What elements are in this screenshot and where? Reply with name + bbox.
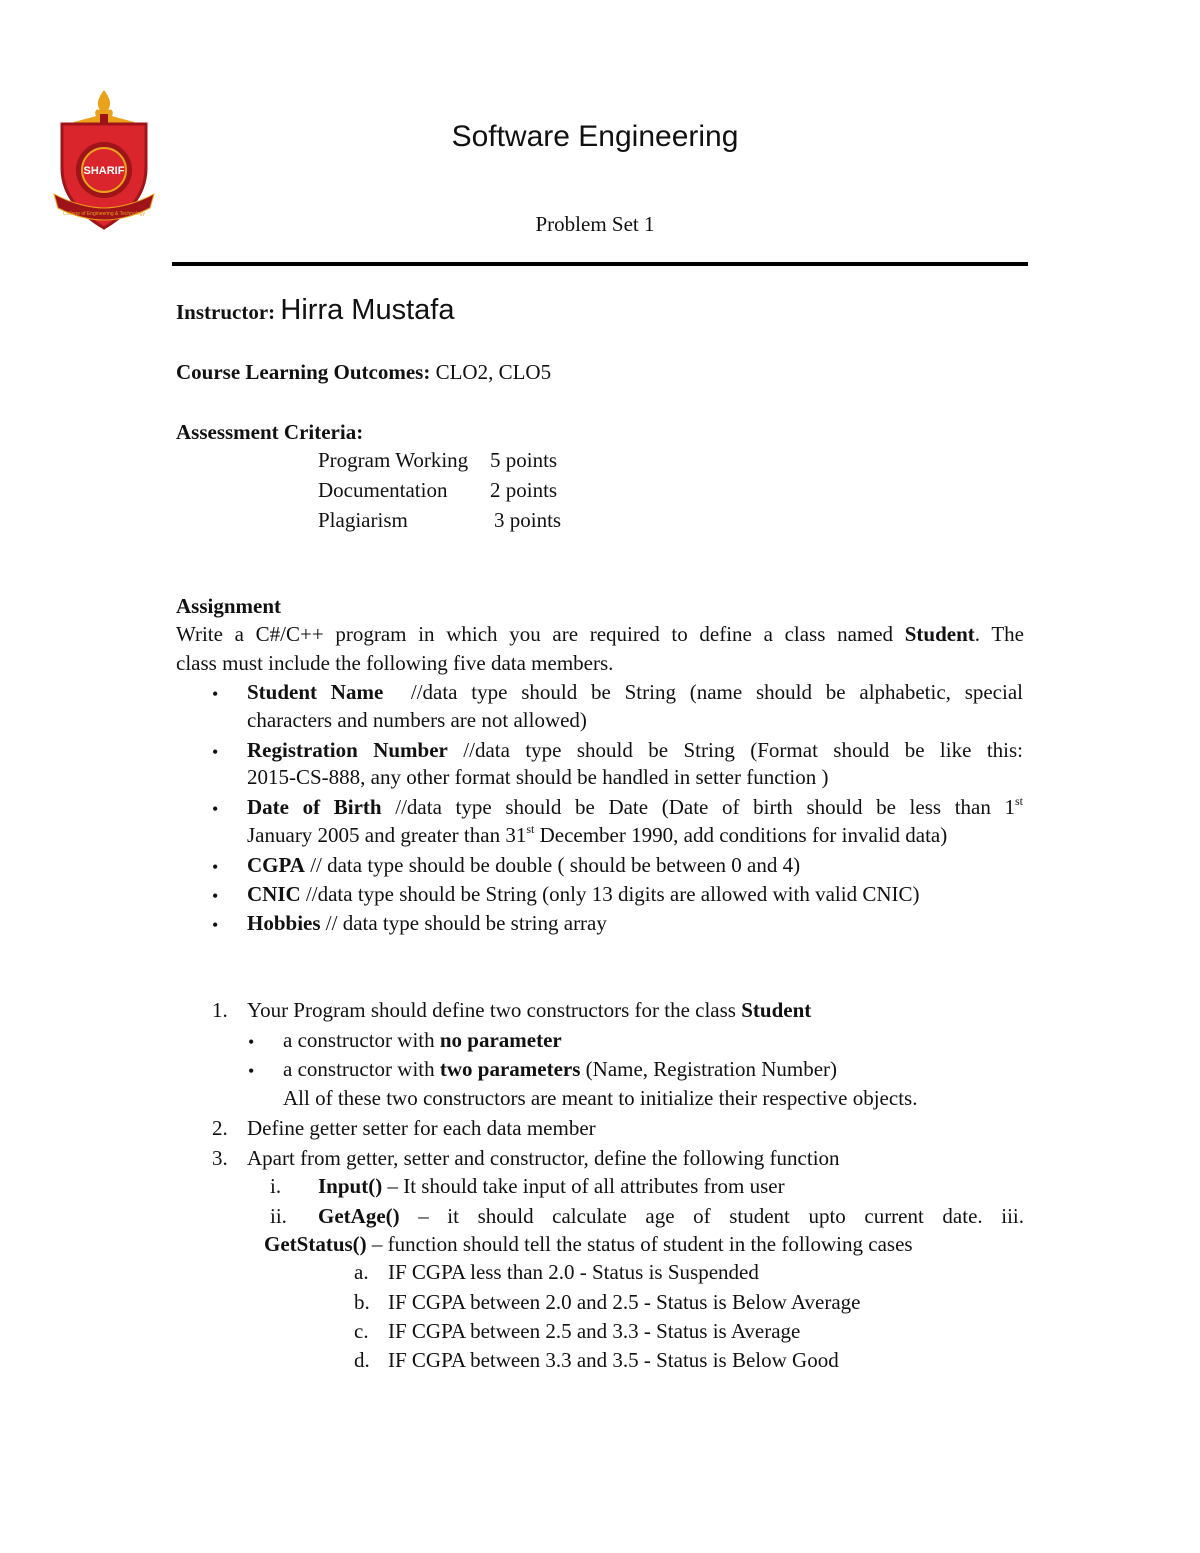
member-student-name (247, 678, 1023, 707)
assessment-label: Assessment Criteria: (176, 420, 364, 444)
bullet: • (212, 915, 219, 935)
criterion-points: 2 points (490, 478, 558, 502)
member-cgpa (247, 851, 800, 880)
member-desc: //data type should be String (name should be alphabetic, special (410, 680, 1023, 704)
clo-label: Course Learning Outcomes: (176, 360, 431, 384)
task-3: Apart from getter, setter and constructor, define the following function (247, 1146, 840, 1170)
status-case: IF CGPA between 2.5 and 3.3 - Status is Average (388, 1319, 801, 1343)
member-name: Hobbies (247, 911, 321, 935)
task-1 (247, 996, 811, 1025)
bullet: • (248, 1032, 255, 1052)
function-name: GetAge() (318, 1204, 400, 1228)
bullet: • (212, 742, 219, 762)
member-name: CNIC (247, 882, 301, 906)
function-input (318, 1172, 785, 1201)
status-case: IF CGPA less than 2.0 - Status is Suspended (388, 1260, 759, 1284)
college-logo (52, 88, 156, 232)
member-desc: //data type should be String (only 13 digits are allowed with valid CNIC) (305, 882, 920, 906)
task-text: a constructor with (283, 1028, 440, 1052)
function-desc: – function should tell the status of student in the following cases (366, 1232, 913, 1256)
clo-line (176, 358, 551, 387)
function-desc: – it should calculate age of student upto current date. iii. (399, 1204, 1024, 1228)
ordinal-suffix: st (1015, 794, 1024, 808)
function-name: GetStatus() (264, 1232, 367, 1256)
ordinal-suffix: st (526, 822, 535, 836)
member-name: Date of Birth (247, 795, 382, 819)
member-desc: January 2005 and greater than 31 (247, 823, 527, 847)
member-desc: //data type should be String (Format should be like this: (463, 738, 1023, 762)
document-subtitle: Problem Set 1 (535, 212, 655, 236)
member-name: Student Name (247, 680, 384, 704)
logo-text: SHARIF (83, 165, 125, 177)
task-number: 1. (212, 998, 228, 1022)
bullet: • (248, 1061, 255, 1081)
status-case: IF CGPA between 3.3 and 3.5 - Status is Below Good (388, 1348, 839, 1372)
header-rule (172, 262, 1028, 266)
bullet: • (212, 799, 219, 819)
member-desc: // data type should be double ( should be between 0 and 4) (310, 853, 801, 877)
assignment-intro-line-2: class must include the following five data members. (176, 651, 614, 675)
member-name: Registration Number (247, 738, 448, 762)
criterion-name: Program Working (318, 448, 469, 472)
class-name: Student (904, 622, 975, 646)
member-cnic (247, 880, 920, 909)
intro-text: Write a C#/C++ program in which you are required to define a class named (176, 622, 905, 646)
function-number: i. (270, 1174, 282, 1198)
function-name: Input() (318, 1174, 383, 1198)
member-hobbies (247, 909, 607, 938)
status-case: IF CGPA between 2.0 and 2.5 - Status is Below Average (388, 1290, 861, 1314)
member-desc: December 1990, add conditions for invalid data) (534, 823, 948, 847)
instructor-label: Instructor: (176, 300, 276, 324)
member-desc-cont: 2015-CS-888, any other format should be handled in setter function ) (247, 765, 829, 789)
logo-ring-text: College of Engineering & Technology (63, 211, 145, 217)
assignment-heading: Assignment (176, 594, 282, 618)
function-number: ii. (270, 1204, 287, 1228)
criterion-name: Documentation (318, 478, 448, 502)
function-get-status (264, 1230, 913, 1259)
constructor-no-param (283, 1026, 562, 1055)
assignment-intro-line-1 (176, 620, 1024, 649)
member-name: CGPA (247, 853, 305, 877)
class-name: Student (741, 998, 812, 1022)
bullet: • (212, 886, 219, 906)
constructor-two-params (283, 1055, 837, 1084)
task-emphasis: two parameters (439, 1057, 581, 1081)
case-letter: d. (354, 1348, 370, 1372)
member-desc: //data type should be Date (Date of birth should be less than 1 (395, 795, 1015, 819)
member-desc-cont (247, 821, 947, 850)
case-letter: c. (354, 1319, 369, 1343)
document-title: Software Engineering (451, 120, 739, 153)
member-desc: // data type should be string array (325, 911, 607, 935)
function-desc: – It should take input of all attributes from user (382, 1174, 785, 1198)
bullet: • (212, 684, 219, 704)
member-desc-cont: characters and numbers are not allowed) (247, 708, 587, 732)
task-text: Your Program should define two constructors for the class (247, 998, 742, 1022)
clo-value: CLO2, CLO5 (435, 360, 552, 384)
task-text: a constructor with (283, 1057, 440, 1081)
instructor-line (176, 296, 454, 327)
instructor-name: Hirra Mustafa (280, 294, 455, 326)
case-letter: a. (354, 1260, 369, 1284)
intro-text: . The (974, 622, 1024, 646)
bullet: • (212, 857, 219, 877)
task-number: 3. (212, 1146, 228, 1170)
case-letter: b. (354, 1290, 370, 1314)
criterion-points: 5 points (490, 448, 558, 472)
task-emphasis: no parameter (439, 1028, 562, 1052)
task-2: Define getter setter for each data member (247, 1116, 596, 1140)
member-date-of-birth (247, 793, 1023, 822)
task-text: (Name, Registration Number) (580, 1057, 837, 1081)
criterion-name: Plagiarism (318, 508, 408, 532)
constructor-note: All of these two constructors are meant to initialize their respective objects. (283, 1086, 918, 1110)
criterion-points: 3 points (494, 508, 562, 532)
task-number: 2. (212, 1116, 228, 1140)
function-get-age (318, 1202, 1024, 1231)
member-registration-number (247, 736, 1023, 765)
